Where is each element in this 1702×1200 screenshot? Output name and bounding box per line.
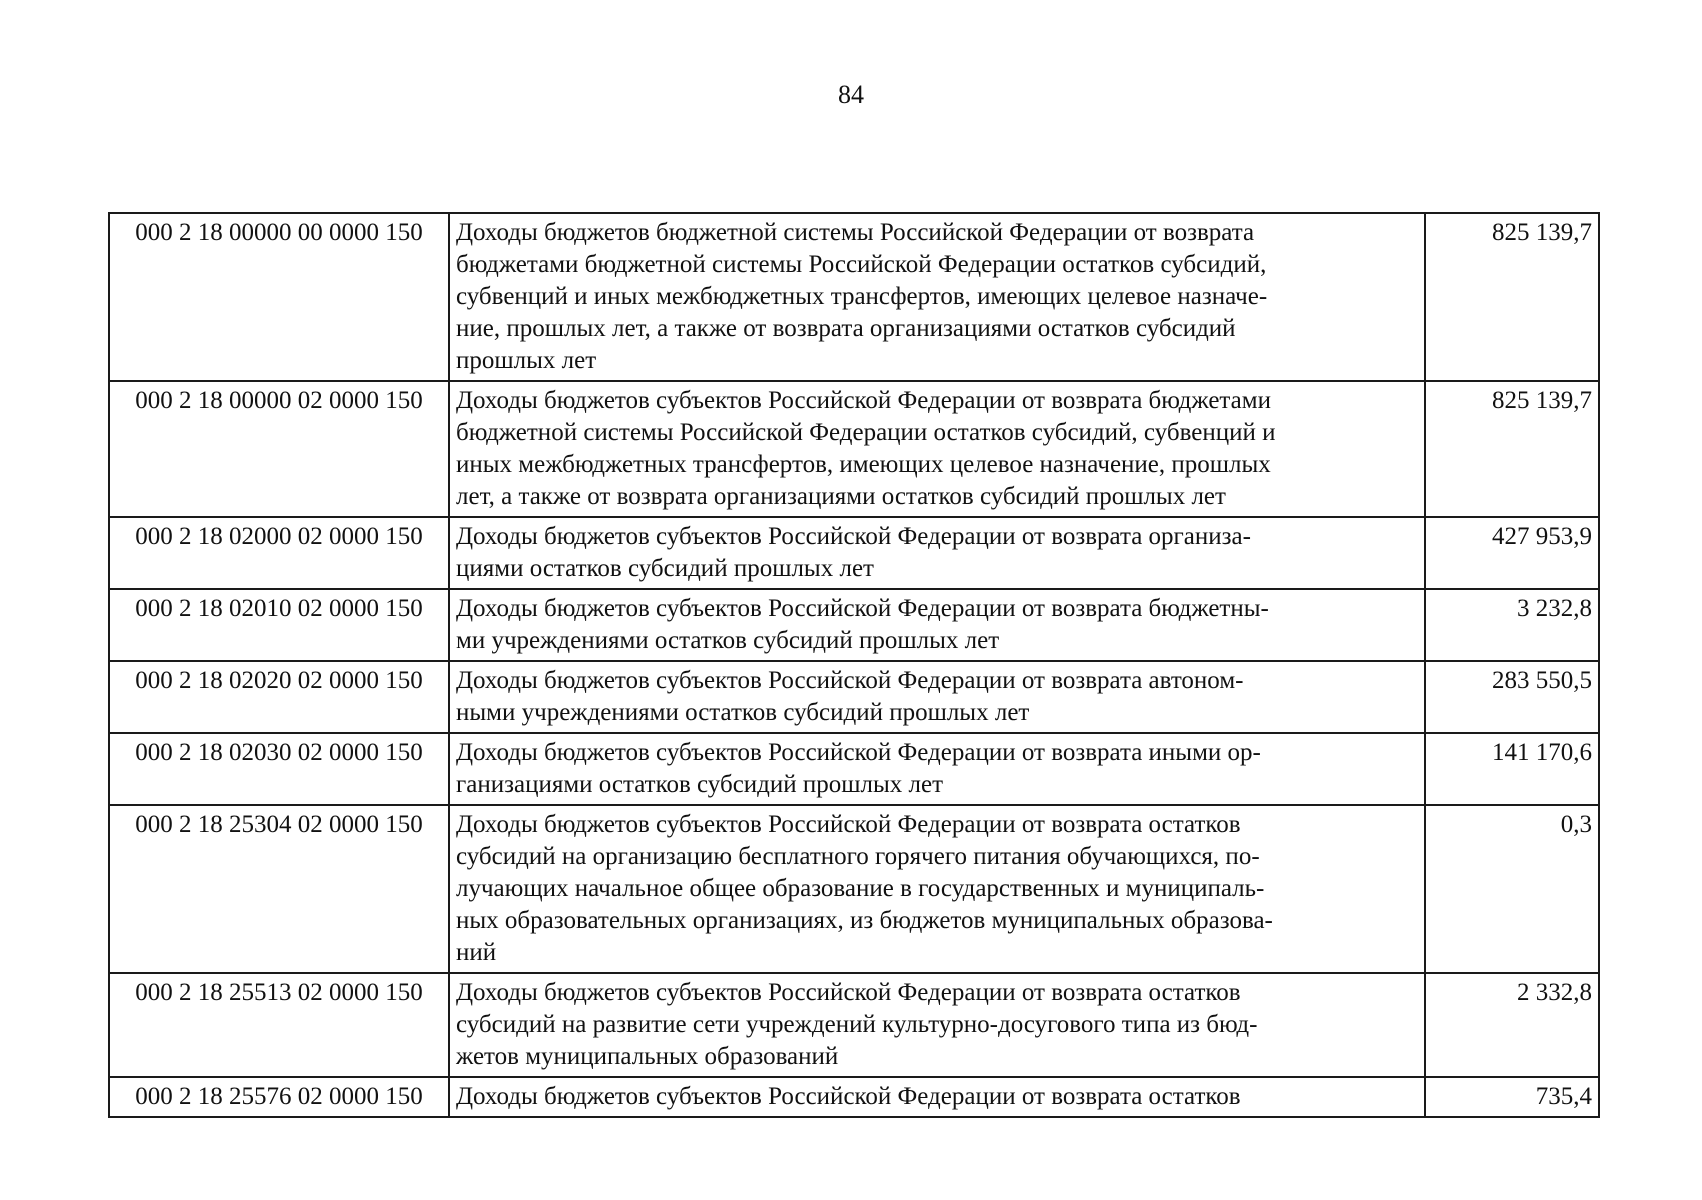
revenue-code-cell: 000 2 18 02030 02 0000 150 <box>109 733 449 805</box>
amount-cell: 825 139,7 <box>1425 381 1599 517</box>
table-row <box>109 661 1599 733</box>
revenue-code-cell: 000 2 18 00000 00 0000 150 <box>109 213 449 381</box>
description-line: иных межбюджетных трансфертов, имеющих целевое назначение, прошлых <box>456 451 1271 478</box>
revenue-code-cell: 000 2 18 25304 02 0000 150 <box>109 805 449 973</box>
description-line: Доходы бюджетов субъектов Российской Федерации от возврата остатков <box>456 979 1241 1006</box>
description-line: Доходы бюджетов субъектов Российской Федерации от возврата бюджетны- <box>456 595 1269 622</box>
revenue-description-cell <box>449 1077 1425 1117</box>
page-number: 84 <box>838 80 864 109</box>
revenue-description-cell <box>449 973 1425 1077</box>
table-row <box>109 517 1599 589</box>
revenue-description-cell <box>449 381 1425 517</box>
revenue-code-cell: 000 2 18 02000 02 0000 150 <box>109 517 449 589</box>
description-line: Доходы бюджетов субъектов Российской Федерации от возврата иными ор- <box>456 739 1261 766</box>
description-line: ми учреждениями остатков субсидий прошлых лет <box>456 627 1000 654</box>
description-line: ными учреждениями остатков субсидий прошлых лет <box>456 699 1030 726</box>
description-line: лет, а также от возврата организациями остатков субсидий прошлых лет <box>456 483 1226 510</box>
table-row <box>109 733 1599 805</box>
revenue-description-cell <box>449 517 1425 589</box>
amount-cell: 735,4 <box>1425 1077 1599 1117</box>
description-line: ний <box>456 939 497 966</box>
amount-cell: 141 170,6 <box>1425 733 1599 805</box>
revenue-description-cell <box>449 213 1425 381</box>
table-row <box>109 381 1599 517</box>
table-row <box>109 973 1599 1077</box>
description-line: циями остатков субсидий прошлых лет <box>456 555 874 582</box>
table-body <box>109 213 1599 1117</box>
description-line: субсидий на развитие сети учреждений культурно-досугового типа из бюд- <box>456 1011 1258 1038</box>
revenue-description-cell <box>449 661 1425 733</box>
description-line: Доходы бюджетов субъектов Российской Федерации от возврата остатков <box>456 1083 1241 1110</box>
description-line: ние, прошлых лет, а также от возврата организациями остатков субсидий <box>456 315 1236 342</box>
description-line: субвенций и иных межбюджетных трансфертов, имеющих целевое назначе- <box>456 283 1268 310</box>
budget-revenue-table <box>108 212 1600 1118</box>
revenue-code-cell: 000 2 18 02010 02 0000 150 <box>109 589 449 661</box>
description-line: Доходы бюджетов бюджетной системы Российской Федерации от возврата <box>456 219 1255 246</box>
revenue-description-cell <box>449 589 1425 661</box>
description-line: прошлых лет <box>456 347 597 374</box>
amount-cell: 0,3 <box>1425 805 1599 973</box>
description-line: бюджетами бюджетной системы Российской Федерации остатков субсидий, <box>456 251 1267 278</box>
description-line: субсидий на организацию бесплатного горячего питания обучающихся, по- <box>456 843 1260 870</box>
amount-cell: 283 550,5 <box>1425 661 1599 733</box>
amount-cell: 825 139,7 <box>1425 213 1599 381</box>
amount-cell: 427 953,9 <box>1425 517 1599 589</box>
description-line: ганизациями остатков субсидий прошлых лет <box>456 771 944 798</box>
revenue-description-cell <box>449 805 1425 973</box>
table-row <box>109 1077 1599 1117</box>
description-line: ных образовательных организациях, из бюджетов муниципальных образова- <box>456 907 1273 934</box>
revenue-code-cell: 000 2 18 02020 02 0000 150 <box>109 661 449 733</box>
description-line: Доходы бюджетов субъектов Российской Федерации от возврата остатков <box>456 811 1241 838</box>
amount-cell: 2 332,8 <box>1425 973 1599 1077</box>
description-line: Доходы бюджетов субъектов Российской Федерации от возврата бюджетами <box>456 387 1271 414</box>
revenue-description-cell <box>449 733 1425 805</box>
description-line: Доходы бюджетов субъектов Российской Федерации от возврата организа- <box>456 523 1251 550</box>
revenue-code-cell: 000 2 18 00000 02 0000 150 <box>109 381 449 517</box>
description-line: лучающих начальное общее образование в государственных и муниципаль- <box>456 875 1265 902</box>
revenue-code-cell: 000 2 18 25576 02 0000 150 <box>109 1077 449 1117</box>
description-line: жетов муниципальных образований <box>456 1043 839 1070</box>
table-row <box>109 213 1599 381</box>
table-row <box>109 805 1599 973</box>
revenue-code-cell: 000 2 18 25513 02 0000 150 <box>109 973 449 1077</box>
description-line: Доходы бюджетов субъектов Российской Федерации от возврата автоном- <box>456 667 1244 694</box>
amount-cell: 3 232,8 <box>1425 589 1599 661</box>
description-line: бюджетной системы Российской Федерации остатков субсидий, субвенций и <box>456 419 1276 446</box>
table-row <box>109 589 1599 661</box>
